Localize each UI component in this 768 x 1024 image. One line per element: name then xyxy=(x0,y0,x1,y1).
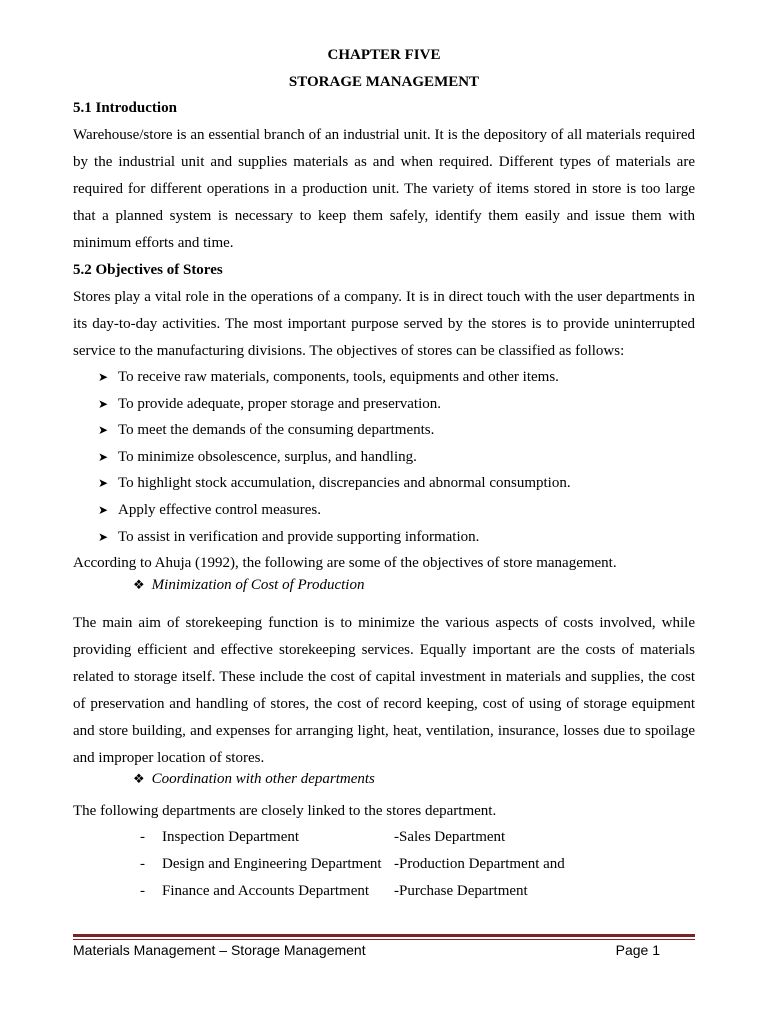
subheading-coordination: ❖ Coordination with other departments xyxy=(133,771,375,787)
department-row: - Design and Engineering Department -Production Department and xyxy=(140,856,565,872)
arrowhead-bullet-icon: ➤ xyxy=(98,370,109,384)
arrowhead-bullet-icon: ➤ xyxy=(98,449,109,464)
cost-paragraph: The main aim of storekeeping function is to minimize the various aspects of costs involved, while providing efficient and effective storekeeping services. Equally important are the costs of materials related to storage itself. These include the cost of capital investment in materials and supplies, the cost of preservation and handling of stores, the cost of record keeping, cost of using of storage equipment and store building, and expenses for arranging light, heat, ventilation, insurance, losses due to spoilage and improper location of stores. xyxy=(73,615,695,766)
coordination-intro: The following departments are closely linked to the stores department. xyxy=(73,803,497,819)
list-item: ➤ To assist in verification and provide supporting information. xyxy=(98,524,658,551)
subheading-cost-minimization: ❖ Minimization of Cost of Production xyxy=(133,577,365,593)
footer-title: Materials Management – Storage Management xyxy=(73,942,366,958)
list-item: ➤ To receive raw materials, components, tools, equipments and other items. xyxy=(98,364,658,391)
list-item: ➤ To meet the demands of the consuming departments. xyxy=(98,417,658,444)
page-number: Page 1 xyxy=(615,942,660,958)
section-heading-objectives: 5.2 Objectives of Stores xyxy=(73,262,223,278)
objectives-list xyxy=(98,364,658,550)
ahuja-sentence: According to Ahuja (1992), the following are some of the objectives of store management. xyxy=(73,555,617,571)
diamond-bullet-icon: ❖ xyxy=(133,578,145,593)
section-heading-introduction: 5.1 Introduction xyxy=(73,100,177,116)
department-row: - Finance and Accounts Department -Purchase Department xyxy=(140,883,528,899)
department-row: - Inspection Department -Sales Department xyxy=(140,829,506,845)
arrowhead-bullet-icon: ➤ xyxy=(98,476,109,491)
introduction-paragraph: Warehouse/store is an essential branch of an industrial unit. It is the depository of all materials required by the industrial unit and supplies materials as and when required. Different types of materials are required for different operations in a production unit. The variety of items stored in store is too large that a planned system is necessary to keep them safely, identify them easily and issue them with minimum efforts and time. xyxy=(73,127,695,251)
page-footer xyxy=(73,942,660,958)
footer-rule xyxy=(73,934,695,937)
chapter-title: STORAGE MANAGEMENT xyxy=(288,74,480,90)
objectives-paragraph: Stores play a vital role in the operations of a company. It is in direct touch with the user departments in its day-to-day activities. The most important purpose served by the stores is to provide uninterrupted service to the manufacturing divisions. The objectives of stores can be classified as follows: xyxy=(73,289,695,359)
arrowhead-bullet-icon: ➤ xyxy=(98,529,109,544)
arrowhead-bullet-icon: ➤ xyxy=(98,396,109,411)
list-item: ➤ To highlight stock accumulation, discrepancies and abnormal consumption. xyxy=(98,470,658,497)
list-item: ➤ To minimize obsolescence, surplus, and handling. xyxy=(98,444,658,471)
arrowhead-bullet-icon: ➤ xyxy=(98,423,109,438)
chapter-label: CHAPTER FIVE xyxy=(327,47,441,63)
diamond-bullet-icon: ❖ xyxy=(133,772,145,787)
footer-rule-thin xyxy=(73,939,695,940)
list-item: ➤ Apply effective control measures. xyxy=(98,497,658,524)
arrowhead-bullet-icon: ➤ xyxy=(98,502,109,517)
list-item: ➤ To provide adequate, proper storage and preservation. xyxy=(98,391,658,418)
